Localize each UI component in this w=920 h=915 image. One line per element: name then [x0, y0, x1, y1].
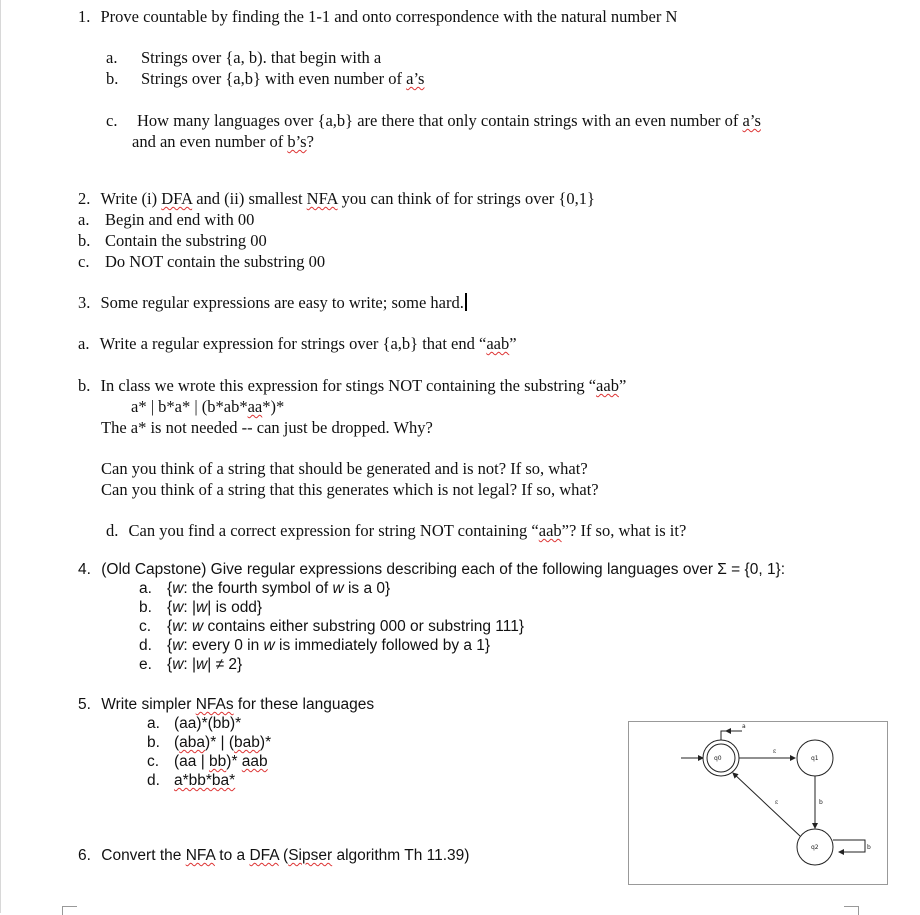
q4-item — [139, 655, 242, 675]
q3-item-d — [106, 521, 686, 541]
state-q0-label: q0 — [714, 755, 722, 762]
q3-expr-end: *)* — [262, 397, 285, 416]
q4-item — [139, 598, 262, 618]
q5-item-d — [147, 771, 236, 791]
q4-item-label: d. — [139, 637, 152, 654]
label-q1-q2: b — [819, 799, 823, 806]
q2-text — [101, 189, 595, 208]
q4-number: 4. — [78, 561, 91, 578]
q5-a-label: a. — [147, 715, 160, 732]
q1-b-text-spell: a’s — [406, 69, 425, 88]
q1-item-c-line2 — [132, 132, 314, 152]
q3-a-aab: aab — [486, 334, 510, 353]
q4-item-brace: { — [167, 618, 173, 635]
label-q2-q0: ε — [775, 799, 779, 806]
q4-item-text: contains either substring 000 or substring 111} — [203, 618, 525, 635]
q5-heading — [78, 695, 374, 715]
q5-c-text — [174, 752, 268, 772]
q5-c-aab: aab — [241, 753, 268, 770]
q5-b-bab: bab — [234, 734, 260, 751]
q3-question-not-generated: Can you think of a string that should be generated and is not? If so, what? — [101, 459, 588, 478]
q1-item-a — [106, 48, 382, 68]
q4-item-var: w — [196, 599, 208, 616]
q5-b-aba: aba — [179, 734, 206, 751]
q4-item-brace: { — [167, 656, 173, 673]
q4-item-brace: { — [167, 599, 173, 616]
q3-a-text — [100, 334, 517, 353]
q3-not-needed: The a* is not needed -- can just be dropped. Why? — [101, 418, 433, 437]
q4-item-brace: { — [167, 637, 173, 654]
q1-c-label: c. — [106, 111, 118, 130]
q5-b-p1: ( — [174, 734, 180, 751]
q0-loop-a-arrow — [721, 731, 741, 740]
q5-number: 5. — [78, 696, 91, 713]
q6-number: 6. — [78, 847, 91, 864]
q4-item-var: w — [172, 618, 184, 635]
q1-heading — [78, 7, 677, 27]
q1-a-label: a. — [106, 48, 118, 67]
q3-heading — [78, 293, 467, 313]
q6-text-3: ( — [278, 847, 289, 864]
q3-expr-aa: aa — [247, 397, 263, 416]
q2-c-text: Do NOT contain the substring 00 — [105, 252, 326, 271]
q5-text-2: for these languages — [233, 696, 375, 713]
q3-b-quote: ” — [618, 376, 627, 395]
q1-c-text-main: How many languages over {a,b} are there that only contain strings with an even number of — [137, 111, 743, 130]
q5-c-bb: bb — [209, 753, 227, 770]
q3-d-text-end: ”? If so, what is it? — [561, 521, 687, 540]
state-q2-label: q2 — [811, 844, 819, 851]
q3-b-text — [101, 376, 627, 395]
q1-number: 1. — [78, 7, 91, 26]
q4-item-var: w — [172, 580, 184, 597]
q5-d-label: d. — [147, 772, 160, 789]
q3-text: Some regular expressions are easy to write; some hard. — [100, 293, 464, 312]
q2-dfa: DFA — [161, 189, 193, 208]
q2-a-label: a. — [78, 210, 90, 229]
q4-item-label: e. — [139, 656, 152, 673]
q2-a-text: Begin and end with 00 — [105, 210, 255, 229]
page-corner-left — [62, 906, 77, 915]
q4-item-text: | is odd} — [207, 599, 263, 616]
q1-c-text2-end: ? — [306, 132, 314, 151]
q2-loop-b-arrow — [833, 840, 865, 852]
q3-a-label: a. — [78, 334, 90, 353]
q2-nfa: NFA — [306, 189, 338, 208]
q6-nfa: NFA — [185, 847, 215, 864]
q5-item-b — [147, 733, 272, 753]
q1-b-text-main: Strings over {a,b} with even number of — [141, 69, 407, 88]
q2-b-label: b. — [78, 231, 91, 250]
q5-c-label: c. — [147, 753, 160, 770]
nfa-diagram-svg — [629, 722, 887, 884]
q3-d-text — [129, 521, 687, 540]
q4-text: (Old Capstone) Give regular expressions describing each of the following languages over Σ = {0, 1}: — [101, 561, 786, 578]
q4-item-var: w — [196, 656, 208, 673]
q3-expression — [131, 397, 284, 417]
q5-item-a — [147, 714, 242, 734]
q5-d-text: a*bb*ba* — [174, 772, 236, 789]
q3-b-label: b. — [78, 376, 91, 395]
q6-heading — [78, 846, 469, 866]
q4-item-brace: { — [167, 580, 173, 597]
q1-c-text2-spell: b’s — [287, 132, 307, 151]
q2-c-label: c. — [78, 252, 90, 271]
q1-c-text — [137, 111, 761, 131]
page-left-edge — [0, 0, 1, 913]
q4-item-label: b. — [139, 599, 152, 616]
q3-number: 3. — [78, 293, 91, 312]
label-loop-q2: b — [867, 844, 871, 851]
q3-expr-main: a* | b*a* | (b*ab* — [131, 397, 248, 416]
q4-item-text: is a 0} — [343, 580, 391, 597]
q2-heading — [78, 189, 595, 209]
edge-q2-q0 — [733, 773, 800, 836]
q6-text-4: algorithm Th 11.39) — [332, 847, 470, 864]
q4-item-label: c. — [139, 618, 152, 635]
text-cursor — [465, 293, 467, 311]
q4-item-text: : | — [183, 599, 197, 616]
nfa-diagram — [628, 721, 888, 885]
q5-c-p1: (aa | — [174, 753, 210, 770]
q2-text-3: you can think of for strings over {0,1} — [337, 189, 595, 208]
q4-item-var: w — [172, 637, 184, 654]
q4-item — [139, 579, 390, 599]
q5-c-p2: )* — [226, 753, 242, 770]
q4-item-label: a. — [139, 580, 152, 597]
q2-item-b — [78, 231, 267, 251]
q6-sipser: Sipser — [288, 847, 333, 864]
state-q1-label: q1 — [811, 755, 819, 762]
q2-b-text: Contain the substring 00 — [105, 231, 267, 250]
q4-heading — [78, 560, 785, 580]
q3-d-aab: aab — [538, 521, 562, 540]
q1-c-text2-main: and an even number of — [132, 132, 288, 151]
q2-number: 2. — [78, 189, 91, 208]
q6-dfa: DFA — [249, 847, 279, 864]
q3-b-text-main: In class we wrote this expression for stings NOT containing the substring “ — [100, 376, 597, 395]
q3-d-label: d. — [106, 521, 119, 540]
q2-item-a — [78, 210, 255, 230]
q4-item-var: w — [332, 580, 344, 597]
q1-a-text: Strings over {a, b). that begin with a — [141, 48, 382, 67]
q6-text-1: Convert the — [101, 847, 186, 864]
q3-question-illegal: Can you think of a string that this generates which is not legal? If so, what? — [101, 480, 599, 499]
q1-item-b — [106, 69, 425, 89]
q5-text-1: Write simpler — [101, 696, 196, 713]
q4-item — [139, 617, 524, 637]
q4-item-text: | ≠ 2} — [207, 656, 243, 673]
label-q0-q1: ε — [773, 748, 777, 755]
q4-item-text: : | — [183, 656, 197, 673]
q2-item-c — [78, 252, 326, 272]
q5-b-label: b. — [147, 734, 160, 751]
q5-item-c — [147, 752, 268, 772]
q5-text — [101, 696, 374, 713]
q4-item — [139, 636, 490, 656]
q1-item-c — [106, 111, 761, 131]
q4-item-text: : every 0 in — [183, 637, 264, 654]
q2-text-2: and (ii) smallest — [192, 189, 307, 208]
q4-item-var: w — [192, 618, 204, 635]
q5-a-text: (aa)*(bb)* — [174, 715, 242, 732]
q4-item-text: : the fourth symbol of — [183, 580, 333, 597]
q4-item-var: w — [263, 637, 275, 654]
q3-a-quote: ” — [509, 334, 517, 353]
q2-text-1: Write (i) — [100, 189, 162, 208]
q5-b-p3: )* — [259, 734, 272, 751]
q3-b-aab: aab — [596, 376, 619, 395]
q4-item-text: is immediately followed by a 1} — [274, 637, 491, 654]
q4-item-text: : — [183, 618, 193, 635]
q5-b-text — [174, 733, 271, 753]
q4-item-var: w — [172, 656, 184, 673]
q6-text — [101, 847, 469, 864]
page-corner-right — [844, 906, 859, 915]
q1-b-text — [141, 69, 424, 89]
q3-d-text-main: Can you find a correct expression for string NOT containing “ — [128, 521, 539, 540]
q5-b-p2: )* | ( — [205, 734, 235, 751]
q1-b-label: b. — [106, 69, 119, 88]
q3-item-a — [78, 334, 517, 354]
q1-c-text-spell: a’s — [742, 111, 761, 130]
q3-item-b — [78, 376, 626, 396]
q4-item-var: w — [172, 599, 184, 616]
q3-a-text-main: Write a regular expression for strings over {a,b} that end “ — [99, 334, 487, 353]
q5-nfas: NFAs — [195, 696, 234, 713]
q1-text: Prove countable by finding the 1-1 and onto correspondence with the natural number N — [100, 7, 678, 26]
label-loop-q0: a — [742, 723, 746, 730]
q6-text-2: to a — [214, 847, 250, 864]
